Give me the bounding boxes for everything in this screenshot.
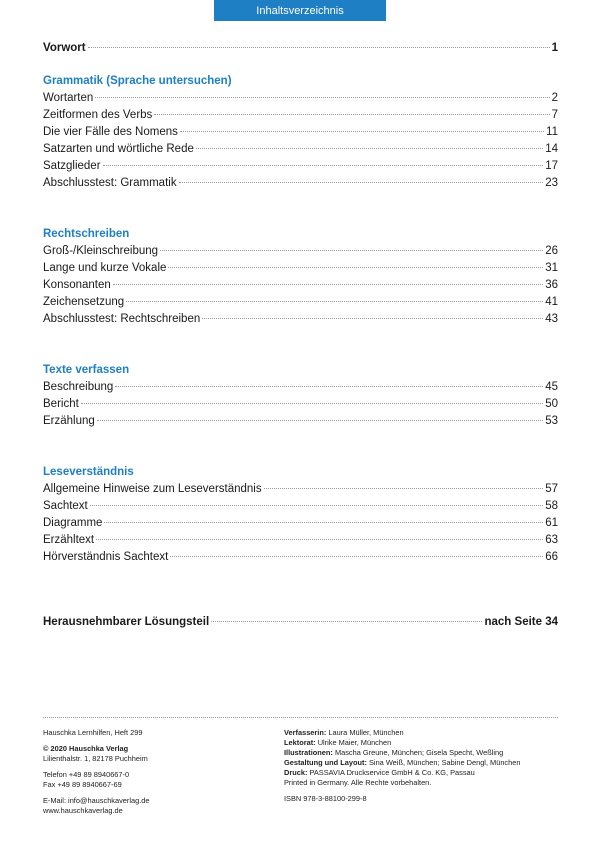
credit-value: Ulrike Maier, München xyxy=(317,738,392,747)
toc-entry[interactable] xyxy=(43,379,558,396)
footer-publisher-info xyxy=(43,728,273,816)
section-title-leseverstaendnis: Leseverständnis xyxy=(43,466,134,478)
dot-leader xyxy=(160,250,543,251)
toc-entry[interactable] xyxy=(43,107,558,124)
credit-illustrations xyxy=(284,748,564,758)
credit-label: Lektorat: xyxy=(284,738,316,747)
toc-entry-page: nach Seite 34 xyxy=(484,616,558,628)
toc-entry-vorwort[interactable] xyxy=(43,40,558,57)
toc-entry-label: Bericht xyxy=(43,398,79,410)
toc-entry-page: 43 xyxy=(545,313,558,325)
dot-leader xyxy=(180,131,544,132)
toc-entry[interactable] xyxy=(43,175,558,192)
credit-author xyxy=(284,728,564,738)
toc-entry-page: 36 xyxy=(545,279,558,291)
dot-leader xyxy=(179,182,544,183)
dot-leader xyxy=(90,505,543,506)
toc-entry-label: Satzarten und wörtliche Rede xyxy=(43,143,194,155)
dot-leader xyxy=(196,148,543,149)
isbn-line: ISBN 978-3-88100-299-8 xyxy=(284,794,367,803)
section-title-texte-verfassen: Texte verfassen xyxy=(43,364,130,376)
address-line: Lilienthalstr. 1, 82178 Puchheim xyxy=(43,754,148,763)
dot-leader xyxy=(81,403,543,404)
toc-entry[interactable] xyxy=(43,311,558,328)
dot-leader xyxy=(103,165,544,166)
credit-value: Sina Weiß, München; Sabine Dengl, München xyxy=(369,758,521,767)
toc-entry[interactable] xyxy=(43,413,558,430)
toc-entry-label: Erzählung xyxy=(43,415,95,427)
toc-entry-label: Satzglieder xyxy=(43,160,101,172)
footer-divider xyxy=(43,717,558,718)
toc-entry-label: Lange und kurze Vokale xyxy=(43,262,167,274)
dot-leader xyxy=(202,318,543,319)
dot-leader xyxy=(264,488,544,489)
dot-leader xyxy=(95,97,549,98)
toc-entry-label: Zeitformen des Verbs xyxy=(43,109,153,121)
toc-entry-page: 26 xyxy=(545,245,558,257)
toc-entry-label: Sachtext xyxy=(43,500,88,512)
toc-entry-page: 57 xyxy=(545,483,558,495)
section-title-rechtschreiben: Rechtschreiben xyxy=(43,228,130,240)
toc-entry-label: Allgemeine Hinweise zum Leseverständnis xyxy=(43,483,262,495)
toc-entry-page: 41 xyxy=(545,296,558,308)
toc-entry-page: 58 xyxy=(545,500,558,512)
dot-leader xyxy=(168,267,543,268)
dot-leader xyxy=(96,539,543,540)
toc-entry[interactable] xyxy=(43,90,558,107)
toc-entry-label: Die vier Fälle des Nomens xyxy=(43,126,178,138)
toc-entry-page: 53 xyxy=(545,415,558,427)
toc-entry-label: Hörverständnis Sachtext xyxy=(43,551,169,563)
toc-entry-page: 14 xyxy=(545,143,558,155)
toc-entry[interactable] xyxy=(43,481,558,498)
series-line: Hauschka Lernhilfen, Heft 299 xyxy=(43,728,143,737)
copyright-line: © 2020 Hauschka Verlag xyxy=(43,744,129,753)
toc-entry[interactable] xyxy=(43,549,558,566)
credit-value: Mascha Greune, München; Gisela Specht, Weßling xyxy=(334,748,504,757)
toc-entry-label: Abschlusstest: Rechtschreiben xyxy=(43,313,201,325)
toc-entry-page: 11 xyxy=(546,126,558,138)
credit-editor xyxy=(284,738,564,748)
credit-label: Verfasserin: xyxy=(284,728,327,737)
toc-entry-page: 63 xyxy=(545,534,558,546)
toc-entry-page: 61 xyxy=(545,517,558,529)
toc-entry-label: Groß-/Kleinschreibung xyxy=(43,245,159,257)
table-of-contents xyxy=(43,40,558,631)
toc-entry[interactable] xyxy=(43,243,558,260)
credit-value: Laura Müller, München xyxy=(328,728,404,737)
toc-entry-page: 7 xyxy=(551,109,558,121)
dot-leader xyxy=(170,556,543,557)
credit-label: Gestaltung und Layout: xyxy=(284,758,367,767)
footer-credits xyxy=(284,728,564,804)
header-tab xyxy=(214,0,386,21)
toc-entry-page: 1 xyxy=(551,42,558,54)
credit-value: PASSAVIA Druckservice GmbH & Co. KG, Passau xyxy=(309,768,475,777)
toc-entry-label: Wortarten xyxy=(43,92,94,104)
toc-entry[interactable] xyxy=(43,294,558,311)
toc-entry-loesungsteil[interactable] xyxy=(43,614,558,631)
toc-entry[interactable] xyxy=(43,141,558,158)
credit-design xyxy=(284,758,564,768)
toc-entry[interactable] xyxy=(43,124,558,141)
header-tab-label: Inhaltsverzeichnis xyxy=(256,4,344,17)
toc-entry-label: Herausnehmbarer Lösungsteil xyxy=(43,616,210,628)
section-title-grammatik: Grammatik (Sprache untersuchen) xyxy=(43,75,232,87)
toc-entry[interactable] xyxy=(43,158,558,175)
toc-entry-page: 31 xyxy=(545,262,558,274)
dot-leader xyxy=(126,301,543,302)
toc-entry[interactable] xyxy=(43,498,558,515)
toc-entry-page: 66 xyxy=(545,551,558,563)
credit-label: Druck: xyxy=(284,768,308,777)
dot-leader xyxy=(97,420,543,421)
toc-entry-label: Beschreibung xyxy=(43,381,114,393)
email-line: E-Mail: info@hauschkaverlag.de xyxy=(43,796,150,805)
toc-entry-page: 50 xyxy=(545,398,558,410)
toc-entry-page: 2 xyxy=(551,92,558,104)
dot-leader xyxy=(88,47,550,48)
toc-entry[interactable] xyxy=(43,260,558,277)
toc-entry[interactable] xyxy=(43,396,558,413)
credit-print xyxy=(284,768,564,778)
dot-leader xyxy=(211,621,482,622)
toc-entry-label: Abschlusstest: Grammatik xyxy=(43,177,177,189)
toc-entry[interactable] xyxy=(43,515,558,532)
toc-entry-label: Konsonanten xyxy=(43,279,111,291)
toc-entry-page: 17 xyxy=(545,160,558,172)
dot-leader xyxy=(104,522,543,523)
phone-line: Telefon +49 89 8940667-0 xyxy=(43,770,130,779)
dot-leader xyxy=(115,386,543,387)
fax-line: Fax +49 89 8940667-69 xyxy=(43,780,122,789)
toc-entry-label: Zeichensetzung xyxy=(43,296,125,308)
rights-line: Printed in Germany. Alle Rechte vorbehalten. xyxy=(284,778,432,787)
toc-entry-label: Erzähltext xyxy=(43,534,95,546)
toc-entry[interactable] xyxy=(43,532,558,549)
web-line: www.hauschkaverlag.de xyxy=(43,806,123,815)
toc-entry[interactable] xyxy=(43,277,558,294)
toc-entry-page: 45 xyxy=(545,381,558,393)
toc-entry-page: 23 xyxy=(545,177,558,189)
dot-leader xyxy=(113,284,543,285)
toc-entry-label: Diagramme xyxy=(43,517,103,529)
credit-label: Illustrationen: xyxy=(284,748,333,757)
dot-leader xyxy=(154,114,549,115)
toc-entry-label: Vorwort xyxy=(43,42,86,54)
